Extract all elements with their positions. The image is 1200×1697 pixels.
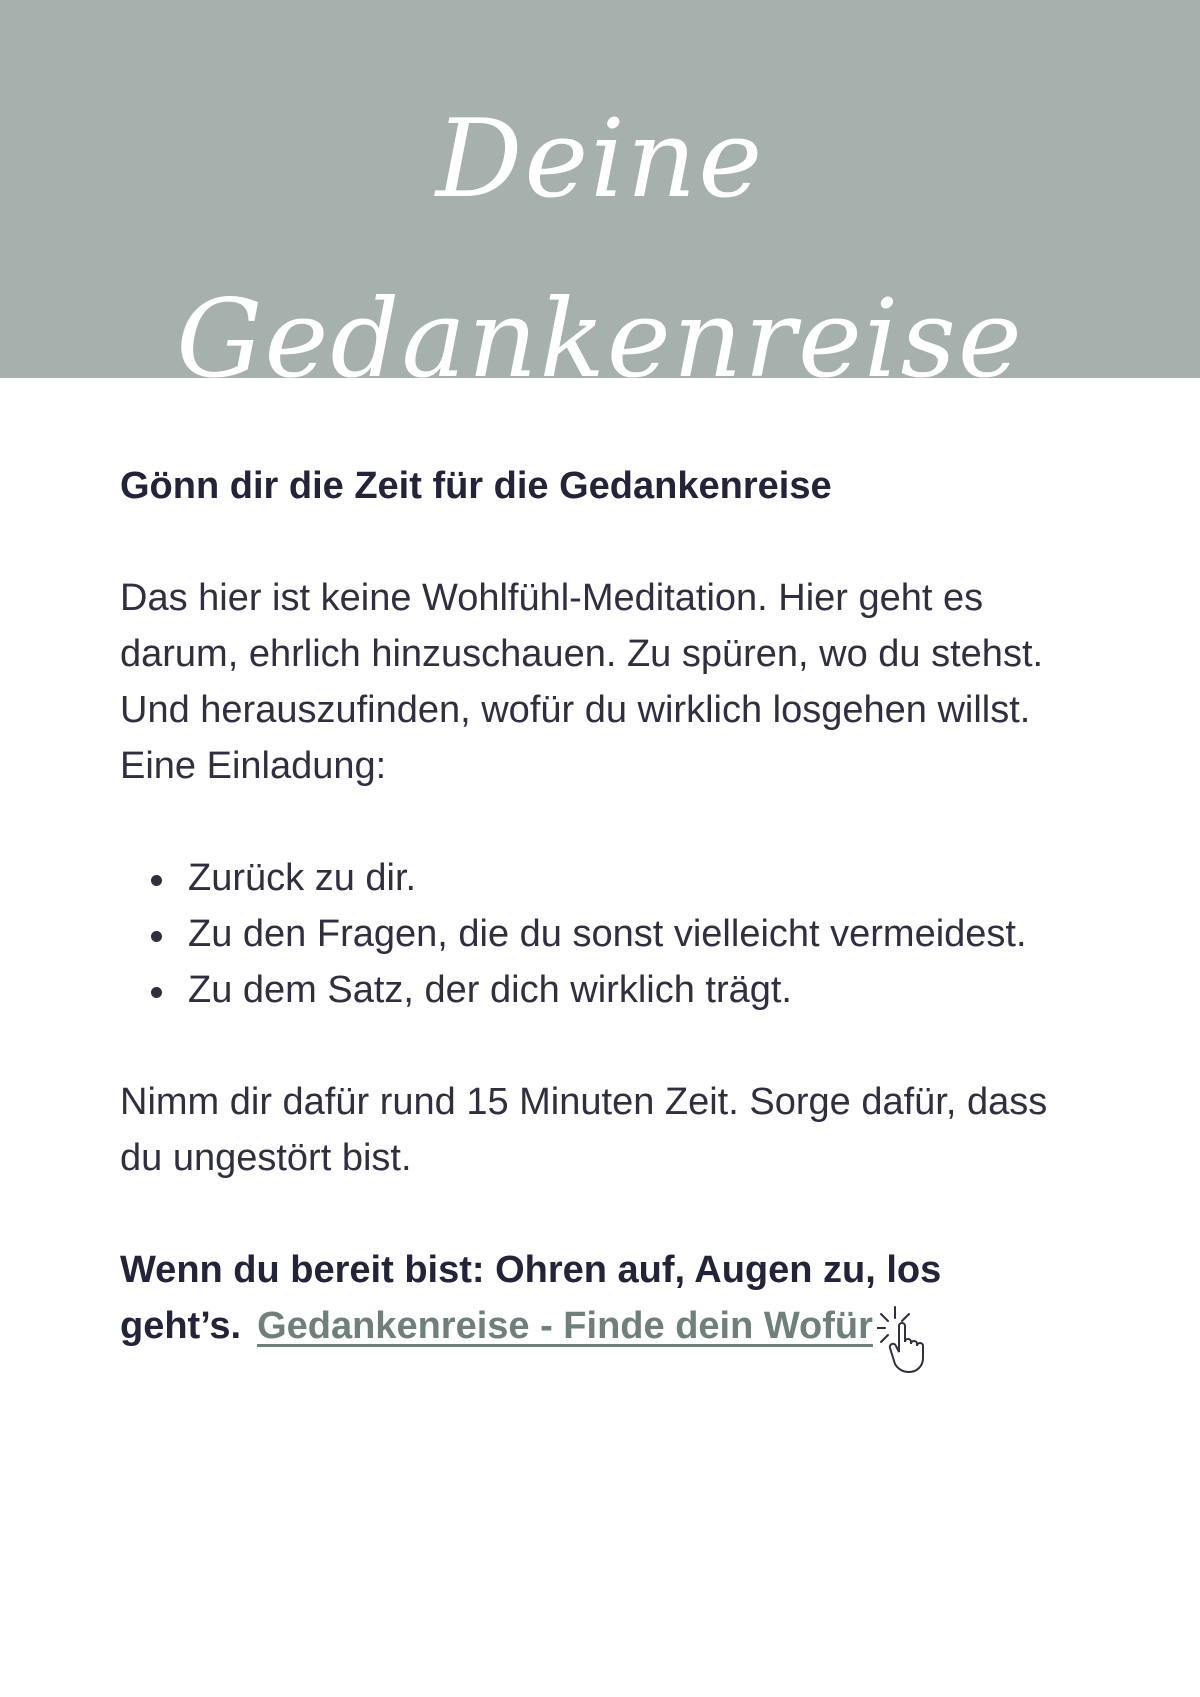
main-content — [120, 458, 1050, 1412]
cta-text: Wenn du bereit bist: Ohren auf, Augen zu, los geht’s. — [120, 1249, 942, 1347]
list-item — [188, 906, 1050, 962]
bullet-icon — [151, 987, 162, 998]
meditation-link[interactable]: Gedankenreise - Finde dein Wofür — [257, 1305, 873, 1347]
bullet-icon — [151, 931, 162, 942]
call-to-action — [120, 1242, 1050, 1374]
list-item-text: Zurück zu dir. — [188, 857, 417, 899]
header-banner — [0, 0, 1200, 402]
intro-paragraph: Das hier ist keine Wohlfühl-Meditation. Hier geht es darum, ehrlich hinzuschauen. Zu spüren, wo du stehst. Und herauszufinden, wofür du wirklich losgehen willst. Eine Einladung: — [120, 577, 1044, 787]
click-hand-icon[interactable] — [877, 1304, 935, 1374]
list-item-text: Zu den Fragen, die du sonst vielleicht vermeidest. — [188, 913, 1027, 955]
list-item-text: Zu dem Satz, der dich wirklich trägt. — [188, 969, 792, 1011]
section-heading: Gönn dir die Zeit für die Gedankenreise — [120, 465, 832, 507]
bullet-icon — [151, 875, 162, 886]
list-item — [188, 962, 1050, 1018]
list-item — [188, 850, 1050, 906]
page-title: Deine Gedankenreise — [176, 97, 1024, 402]
invitation-list — [120, 850, 1050, 1018]
time-note-paragraph: Nimm dir dafür rund 15 Minuten Zeit. Sorge dafür, dass du ungestört bist. — [120, 1081, 1048, 1179]
